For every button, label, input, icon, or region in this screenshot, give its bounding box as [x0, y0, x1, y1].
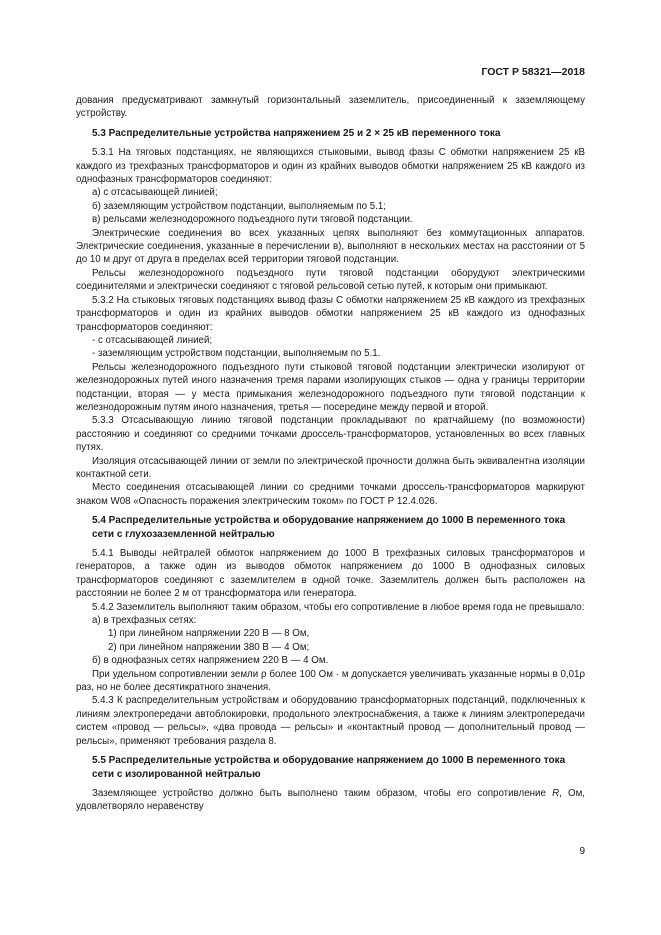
- paragraph: При удельном сопротивлении земли ρ более 100 Ом · м допускается увеличивать указанные нормы в 0,01ρ раз, но не более десятикратного значения.: [76, 668, 585, 694]
- paragraph-5-3-3: 5.3.3 Отсасывающую линию тяговой подстанции прокладывают по кратчайшему (по возможности) расстоянию и соединяют со средними точками дроссель-трансформаторов, установленных во всех главных путях.: [76, 415, 585, 454]
- paragraph: Рельсы железнодорожного подъездного пути стыковой тяговой подстанции электрически изолируют от железнодорожных путей иного назначения тремя парами изолирующих стыков — одна у границы территории подстанции, вторая — у места примыкания железнодорожного подъездного пути тяговой подстанции к железнодорожным путям иного назначения, третья — посередине между первой и второй.: [76, 361, 585, 413]
- paragraph-5-5: [76, 787, 585, 814]
- paragraph-5-4-3: 5.4.3 К распределительным устройствам и оборудованию трансформаторных подстанций, подключенных к линиям электропередачи автоблокировки, продольного электроснабжения, а также к линиям электропередачи систем «провод — рельсы», «два провода — рельсы» и «контактный провод — дополнительный провод — рельсы», применяют требования раздела 8.: [76, 695, 585, 747]
- section-heading-5-5: 5.5 Распределительные устройства и оборудование напряжением до 1000 В переменного тока сети с изолированной нейтралью: [92, 755, 566, 780]
- text-fragment: Заземляющее устройство должно быть выполнено таким образом, чтобы его сопротивление: [92, 787, 553, 799]
- paragraph-5-4-1: 5.4.1 Выводы нейтралей обмоток напряжением до 1000 В трехфазных силовых трансформаторов и генераторов, а также один из выводов обмоток напряжением до 1000 В однофазных силовых трансформаторов соединяют с заземлителем в одной точке. Заземлитель должен быть расположен на расстоянии не более 2 м от трансформатора или генератора.: [76, 548, 585, 600]
- list-item: 2) при линейном напряжении 380 В — 4 Ом;: [108, 641, 310, 653]
- list-item: б) в однофазных сетях напряжением 220 В — 4 Ом.: [92, 655, 329, 667]
- text-fragment: , Ом, удовлетворяло неравенству: [76, 787, 585, 813]
- variable-r: R: [552, 787, 560, 799]
- list-item: 1) при линейном напряжении 220 В — 8 Ом,: [108, 628, 310, 640]
- paragraph-5-3-2: 5.3.2 На стыковых тяговых подстанциях вывод фазы С обмотки напряжением 25 кВ каждого из трехфазных трансформаторов и один из крайних выводов обмотки напряжением 25 кВ каждого из однофазных трансформаторов соединяют:: [76, 294, 585, 333]
- document-body: [76, 94, 585, 814]
- list-item: - с отсасывающей линией;: [92, 334, 213, 346]
- paragraph-5-3-1: 5.3.1 На тяговых подстанциях, не являющихся стыковыми, вывод фазы С обмотки напряжением 25 кВ каждого из трехфазных трансформаторов и один из крайних выводов обмотки напряжением 25 кВ каждого из однофазных трансформаторов соединяют:: [76, 147, 585, 186]
- section-heading-5-4: 5.4 Распределительные устройства и оборудование напряжением до 1000 В переменного тока сети с глухозаземленной нейтралью: [92, 515, 566, 540]
- paragraph: Место соединения отсасывающей линии со средними точками дроссель-трансформаторов маркируют знаком W08 «Опасность поражения электрическим током» по ГОСТ Р 12.4.026.: [76, 482, 585, 507]
- list-item: - заземляющим устройством подстанции, выполняемым по 5.1.: [92, 348, 381, 360]
- paragraph-5-4-2: 5.4.2 Заземлитель выполняют таким образом, чтобы его сопротивление в любое время года не превышало:: [92, 601, 585, 613]
- section-heading-5-3: 5.3 Распределительные устройства напряжением 25 и 2 × 25 кВ переменного тока: [92, 127, 501, 139]
- paragraph: дования предусматривают замкнутый горизонтальный заземлитель, присоединенный к заземляющему устройству.: [76, 95, 585, 120]
- list-item: а) с отсасывающей линией;: [92, 187, 218, 199]
- standard-code: ГОСТ Р 58321—2018: [481, 66, 585, 78]
- list-item: в) рельсами железнодорожного подъездного пути тяговой подстанции.: [92, 214, 413, 226]
- paragraph: Изоляция отсасывающей линии от земли по электрической прочности должна быть эквивалентна изоляции контактной сети.: [76, 455, 585, 480]
- paragraph: Рельсы железнодорожного подъездного пути тяговой подстанции оборудуют электрическими соединителями и электрически соединяют с тяговой рельсовой сетью путей, к которым они примыкают.: [76, 267, 585, 293]
- list-item: б) заземляющим устройством подстанции, выполняемым по 5.1;: [92, 200, 386, 212]
- paragraph: Электрические соединения во всех указанных цепях выполняют без коммутационных аппаратов. Электрические соединения, указанные в перечислении в), выполняют в нескольких местах на расстоянии от 5 до 10 м друг от друга в пределах всей территории тяговой подстанции.: [76, 227, 585, 266]
- list-item: а) в трехфазных сетях:: [92, 615, 197, 627]
- page-number: 9: [579, 846, 585, 857]
